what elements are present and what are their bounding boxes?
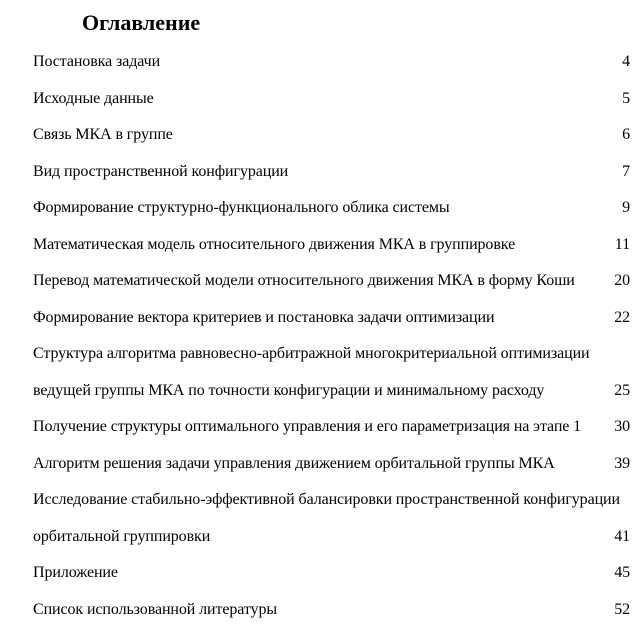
page-title: Оглавление: [82, 10, 201, 35]
toc-entry-page: 22: [614, 308, 630, 326]
toc-entry: [33, 555, 634, 592]
toc-entry-title: Постановка задачи: [33, 53, 161, 70]
toc-entry-title: Структура алгоритма равновесно-арбитражной многокритериальной оптимизации ведущей группы МКА по точности конфигурации и минимальному расходу: [33, 345, 590, 399]
toc-entry-page: 6: [622, 126, 630, 143]
toc-entry: [33, 482, 634, 555]
toc-entry-title: Список использованной литературы: [33, 600, 277, 618]
toc-entry-page: 4: [622, 53, 630, 70]
toc-entry: [33, 592, 634, 629]
toc-entry-title: Перевод математической модели относительного движения МКА в форму Коши: [33, 272, 575, 289]
toc-entry-page: 41: [614, 527, 630, 545]
toc-entry: [33, 446, 634, 483]
toc-entry-title: Формирование вектора критериев и постановка задачи оптимизации: [33, 308, 495, 326]
toc-entry-page: 45: [614, 564, 630, 581]
toc-entry-page: 9: [622, 199, 630, 216]
toc-entry: [33, 409, 634, 446]
toc-entry-page: 30: [614, 418, 630, 435]
toc-entry-page: 7: [622, 162, 630, 180]
toc-entry: [33, 190, 634, 227]
toc-entry-title: Формирование структурно-функционального облика системы: [33, 199, 450, 216]
toc-entry: [33, 44, 634, 81]
toc-entry-page: 25: [614, 381, 630, 399]
toc-entry-page: 20: [614, 272, 630, 289]
toc-entry-page: 5: [622, 89, 630, 107]
toc-entry: [33, 154, 634, 191]
toc-entry: [33, 263, 634, 300]
toc-entry-title: Получение структуры оптимального управления и его параметризация на этапе 1: [33, 418, 582, 435]
toc-entry-title: Исследование стабильно-эффективной балансировки пространственной конфигурации орбитальной группировки: [33, 491, 620, 545]
toc-entry: [33, 227, 634, 264]
toc-entry-title: Математическая модель относительного движения МКА в группировке: [33, 235, 516, 253]
table-of-contents: [33, 44, 634, 628]
toc-entry-page: 39: [614, 454, 630, 472]
toc-entry-title: Приложение: [33, 564, 118, 581]
toc-entry-page: 52: [614, 600, 630, 618]
toc-entry-title: Алгоритм решения задачи управления движением орбитальной группы МКА: [33, 454, 555, 472]
toc-entry-title: Вид пространственной конфигурации: [33, 162, 289, 180]
toc-entry: [33, 300, 634, 337]
toc-entry-page: 11: [614, 235, 630, 253]
toc-entry: [33, 336, 634, 409]
toc-entry-title: Исходные данные: [33, 89, 154, 107]
toc-entry: [33, 117, 634, 154]
toc-entry: [33, 81, 634, 118]
toc-entry-title: Связь МКА в группе: [33, 126, 173, 143]
